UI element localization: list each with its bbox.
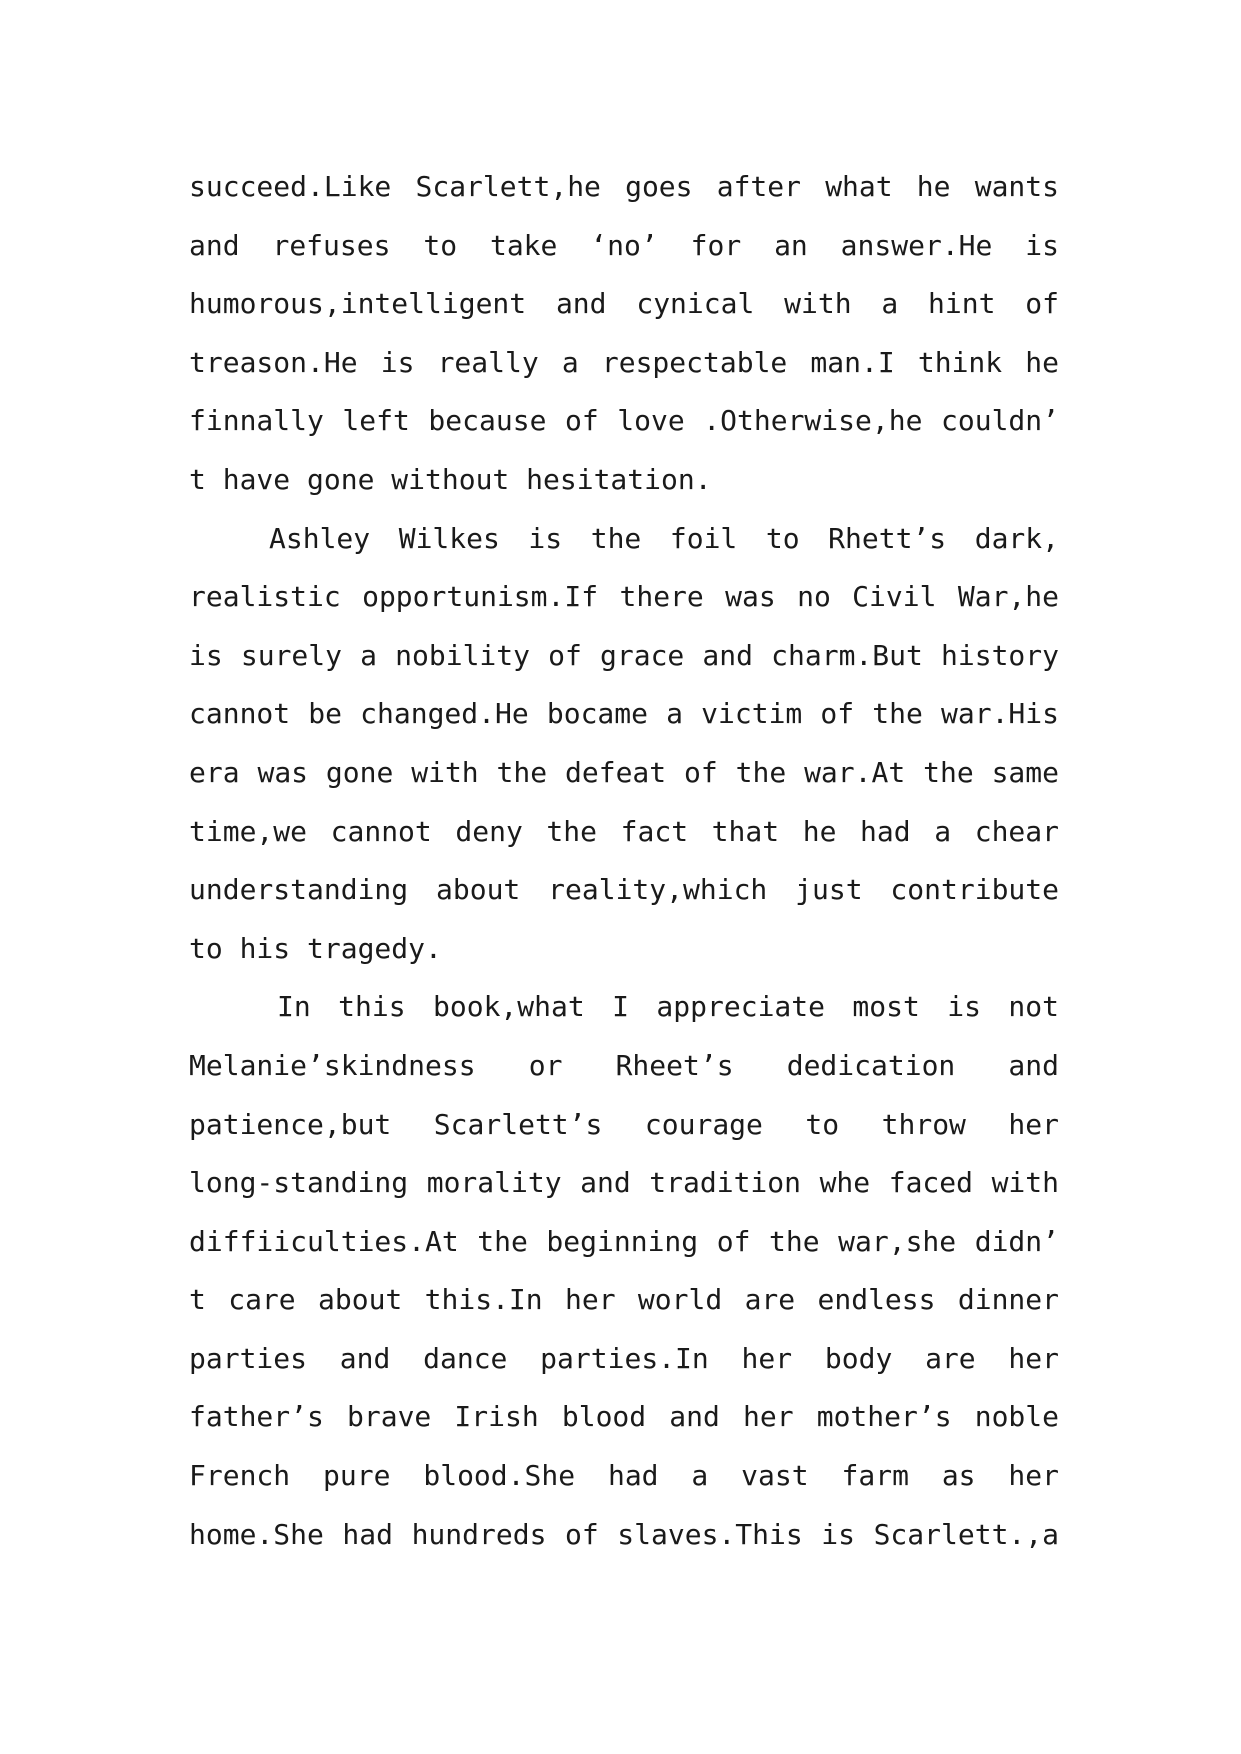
body-text [189, 158, 1059, 1564]
text-line: parties and dance parties.In her body are her [189, 1341, 1059, 1375]
text-line: t care about this.In her world are endless dinner [189, 1283, 1059, 1317]
text-line: t have gone without hesitation. [189, 462, 712, 496]
text-line: understanding about reality,which just contribute [189, 873, 1059, 907]
text-line: long-standing morality and tradition whe faced with [189, 1166, 1059, 1200]
text-line: home.She had hundreds of slaves.This is Scarlett.,a [189, 1517, 1059, 1551]
text-line: Melanie’skindness or Rheet’s dedication and [189, 1048, 1059, 1082]
text-line: to his tragedy. [189, 931, 442, 965]
text-line: diffiiculties.At the beginning of the war,she didn’ [189, 1224, 1059, 1258]
text-line: French pure blood.She had a vast farm as her [189, 1459, 1059, 1493]
text-line: era was gone with the defeat of the war.At the same [189, 755, 1059, 789]
text-line: patience,but Scarlett’s courage to throw her [189, 1107, 1059, 1141]
text-line: succeed.Like Scarlett,he goes after what he wants [189, 170, 1059, 203]
text-line: treason.He is really a respectable man.I think he [189, 345, 1059, 379]
text-line: is surely a nobility of grace and charm.But history [189, 638, 1059, 672]
text-line: humorous,intelligent and cynical with a hint of [189, 287, 1059, 321]
text-line: Ashley Wilkes is the foil to Rhett’s dark, [269, 521, 1059, 555]
text-line: time,we cannot deny the fact that he had a chear [189, 814, 1059, 848]
text-line: and refuses to take ‘no’ for an answer.He is [189, 228, 1059, 262]
text-line: In this book,what I appreciate most is not [277, 990, 1059, 1024]
text-line: father’s brave Irish blood and her mother’s noble [189, 1400, 1059, 1434]
text-line: finnally left because of love .Otherwise,he couldn’ [189, 404, 1059, 438]
text-line: cannot be changed.He bocame a victim of the war.His [189, 697, 1059, 731]
text-line: realistic opportunism.If there was no Civil War,he [189, 580, 1059, 614]
